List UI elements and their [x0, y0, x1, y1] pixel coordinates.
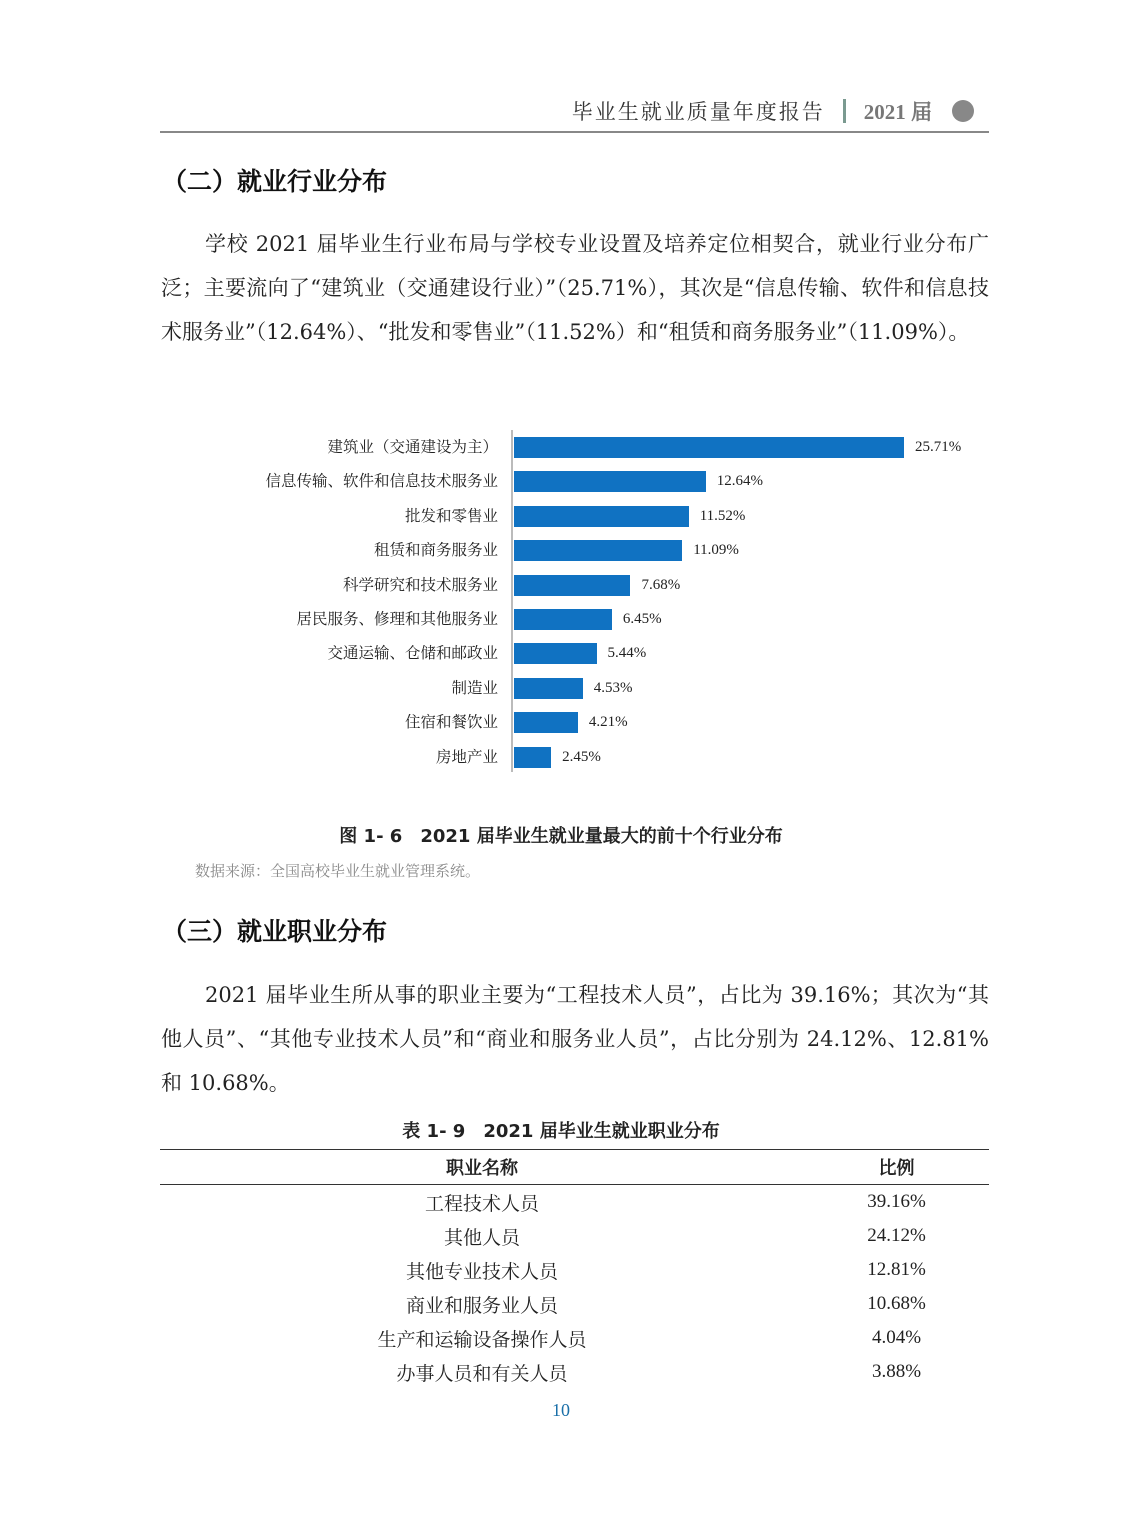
page-number: 10: [552, 1400, 570, 1420]
category-label: 批发和零售业: [404, 506, 498, 525]
occupation-percent: 10.68%: [867, 1293, 926, 1314]
table-row: [160, 1253, 989, 1287]
category-label: 租赁和商务服务业: [373, 541, 498, 560]
column-header: 职业名称: [160, 1150, 804, 1185]
paragraph-text: 2021 届毕业生所从事的职业主要为“工程技术人员”，占比为 39.16%；其次为“其他人员”、“其他专业技术人员”和“商业和服务业人员”，占比分别为 24.12%、12.81%和 10.68%。: [161, 983, 989, 1095]
table-row: [160, 1355, 989, 1389]
occupation-percent: 12.81%: [867, 1259, 926, 1280]
occupation-percent: 24.12%: [867, 1225, 926, 1246]
report-title: 毕业生就业质量年度报告: [571, 100, 825, 124]
table-header-row: [160, 1150, 989, 1185]
table-caption: 表 1- 9 2021 届毕业生就业职业分布: [402, 1121, 720, 1142]
bar: [514, 747, 551, 768]
bar: [514, 643, 597, 664]
occupation-name: 生产和运输设备操作人员: [377, 1328, 587, 1351]
header-rule: [160, 131, 989, 133]
occupation-name: 工程技术人员: [425, 1192, 540, 1215]
chart-axis: [511, 430, 513, 772]
category-label: 信息传输、软件和信息技术服务业: [265, 472, 498, 491]
bar: [514, 609, 612, 630]
paragraph-text: 学校 2021 届毕业生行业布局与学校专业设置及培养定位相契合，就业行业分布广泛；主要流向了“建筑业（交通建设行业）”（25.71%），其次是“信息传输、软件和信息技术服务业”（12.64%）、“批发和零售业”（11.52%）和“租赁和商务服务业”（11.09%）。: [161, 232, 989, 344]
data-label: 11.09%: [693, 542, 739, 559]
figure-caption: 图 1- 6 2021 届毕业生就业量最大的前十个行业分布: [339, 826, 783, 847]
data-label: 11.52%: [699, 507, 746, 524]
table-row: [160, 1219, 989, 1253]
category-label: 科学研究和技术服务业: [342, 575, 498, 594]
category-label: 居民服务、修理和其他服务业: [296, 610, 498, 628]
bar: [514, 506, 689, 527]
data-label: 5.44%: [607, 645, 647, 662]
data-label: 12.64%: [716, 473, 763, 490]
category-label: 住宿和餐饮业: [404, 713, 498, 732]
data-label: 2.45%: [562, 748, 601, 765]
header-divider: [843, 99, 846, 123]
bar: [514, 471, 706, 492]
occupation-percent: 4.04%: [872, 1327, 922, 1348]
report-year: 2021 届: [863, 100, 932, 124]
occupation-name: 办事人员和有关人员: [396, 1362, 568, 1385]
occupation-table: [160, 1149, 989, 1389]
data-source: 数据来源：全国高校毕业生就业管理系统。: [195, 862, 481, 880]
occupation-percent: 39.16%: [867, 1191, 926, 1212]
data-label: 7.68%: [641, 576, 681, 593]
table-row: [160, 1185, 989, 1220]
occupation-name: 其他专业技术人员: [406, 1260, 559, 1283]
data-label: 6.45%: [622, 611, 662, 627]
section-heading: （三）就业职业分布: [162, 917, 388, 946]
data-label: 4.21%: [588, 714, 628, 731]
data-label: 25.71%: [915, 439, 962, 455]
bar: [514, 437, 904, 458]
occupation-percent: 3.88%: [872, 1361, 922, 1382]
category-label: 房地产业: [435, 747, 498, 766]
column-header: 比例: [804, 1150, 989, 1185]
body-paragraph: [161, 222, 989, 354]
bar: [514, 712, 578, 733]
category-label: 建筑业（交通建设为主）: [327, 438, 498, 456]
body-paragraph: [161, 973, 989, 1105]
data-label: 4.53%: [593, 679, 633, 696]
bar: [514, 678, 583, 699]
category-label: 交通运输、仓储和邮政业: [327, 644, 498, 663]
occupation-name: 商业和服务业人员: [406, 1294, 559, 1317]
occupation-name: 其他人员: [444, 1226, 521, 1249]
section-heading: （二）就业行业分布: [162, 167, 388, 196]
table-row: [160, 1287, 989, 1321]
bar: [514, 540, 682, 561]
table-row: [160, 1321, 989, 1355]
bar: [514, 575, 630, 596]
running-header: [572, 96, 974, 126]
category-label: 制造业: [451, 678, 498, 697]
circle-icon: [952, 100, 974, 122]
